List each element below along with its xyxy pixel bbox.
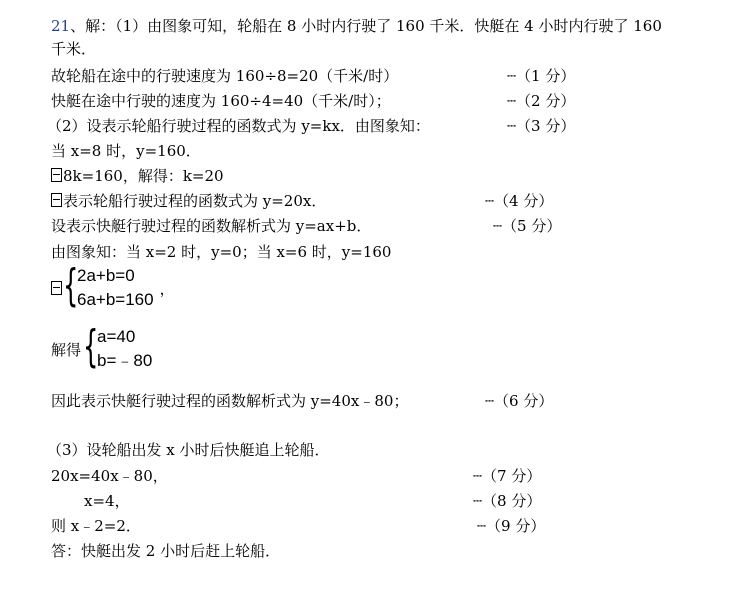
answer-line: 答：快艇出发 2 小时后赶上轮船． xyxy=(51,542,281,560)
system1-equation-2: 6a+b=160 xyxy=(77,290,154,309)
boat-speed-line: 快艇在途中行驶的速度为 160÷4=40（千米/时）； xyxy=(51,92,391,110)
solve-k-line xyxy=(51,166,224,186)
score-mark-3: ┄（3 分） xyxy=(507,117,576,135)
part3-setup-line: （3）设轮船出发 x 小时后快艇追上轮船． xyxy=(47,441,330,459)
left-brace-icon: { xyxy=(63,260,79,311)
intro-text: 、解：（1）由图象可知，轮船在 8 小时内行驶了 160 千米．快艇在 4 小时内行驶了 160 xyxy=(70,17,662,35)
score-mark-7: ┄（7 分） xyxy=(473,467,542,485)
placeholder-glyph-icon xyxy=(51,168,62,182)
score-mark-2: ┄（2 分） xyxy=(507,92,576,110)
intro-continuation: 千米． xyxy=(51,40,97,58)
score-mark-8: ┄（8 分） xyxy=(473,492,542,510)
boat-points-line: 由图象知：当 x=2 时，y=0；当 x=6 时，y=160 xyxy=(51,243,392,261)
equation-system-1 xyxy=(51,260,175,312)
placeholder-glyph-icon xyxy=(51,193,62,207)
ship-function-text: 表示轮船行驶过程的函数式为 y=20x． xyxy=(63,192,327,210)
left-brace-icon: { xyxy=(83,321,99,372)
score-mark-6: ┄（6 分） xyxy=(485,392,554,410)
equation-line: 20x=40x﹣80， xyxy=(51,467,168,485)
score-mark-9: ┄（9 分） xyxy=(477,517,546,535)
difference-line: 则 x﹣2=2． xyxy=(51,517,141,535)
question-number: 21 xyxy=(51,17,71,35)
score-mark-5: ┄（5 分） xyxy=(493,217,562,235)
ship-function-line xyxy=(51,191,326,211)
score-mark-4: ┄（4 分） xyxy=(485,192,554,210)
boat-setup-line: 设表示快艇行驶过程的函数解析式为 y=ax+b． xyxy=(51,217,372,235)
system1-suffix: ， xyxy=(159,279,175,298)
placeholder-glyph-icon xyxy=(51,281,62,295)
system2-equation-1: a=40 xyxy=(97,327,136,346)
system1-equation-1: 2a+b=0 xyxy=(77,266,135,285)
equation-system-2 xyxy=(51,321,153,373)
boat-function-line: 因此表示快艇行驶过程的函数解析式为 y=40x﹣80； xyxy=(51,392,409,410)
solution-equations xyxy=(97,325,152,373)
part2-setup-line: （2）设表示轮船行驶过程的函数式为 y=kx．由图象知： xyxy=(47,117,430,135)
system2-equation-2: b=﹣80 xyxy=(97,351,153,370)
solution-intro-line xyxy=(51,16,662,36)
substitution-line: 当 x=8 时，y=160． xyxy=(51,142,201,160)
score-mark-1: ┄（1 分） xyxy=(507,67,576,85)
solve-k-text: 8k=160，解得：k=20 xyxy=(63,167,224,185)
system-equations xyxy=(77,264,154,312)
solution-prefix: 解得 xyxy=(51,340,82,359)
ship-speed-line: 故轮船在途中的行驶速度为 160÷8=20（千米/时） xyxy=(51,67,399,85)
x-solution-line: x=4， xyxy=(84,492,130,510)
